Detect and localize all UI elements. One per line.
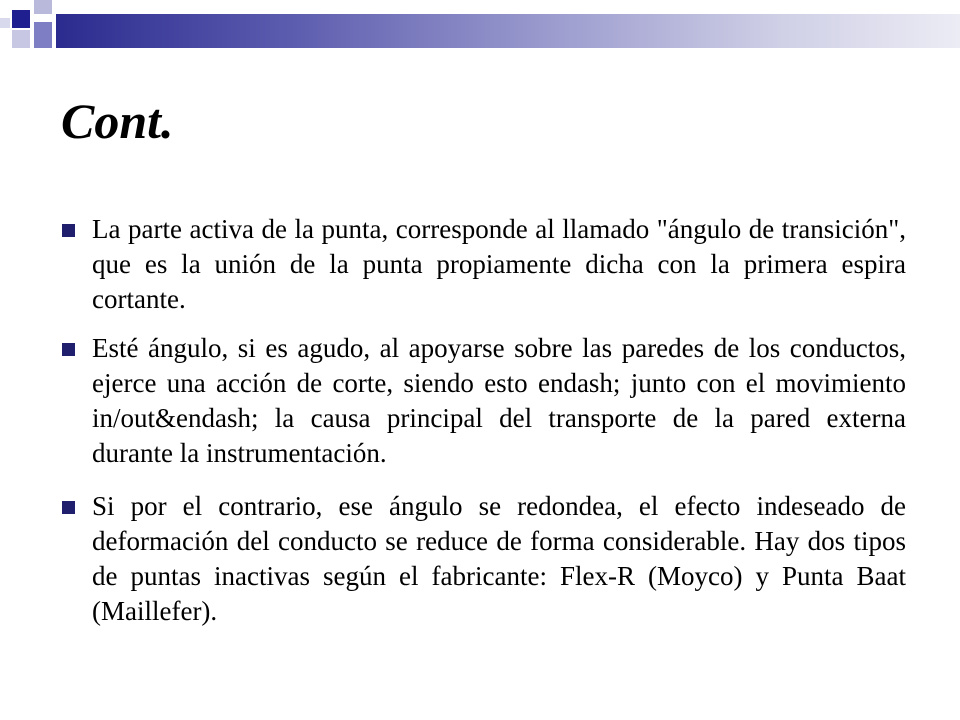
decorative-square <box>34 0 52 14</box>
list-item <box>60 331 906 471</box>
decorative-square <box>12 30 30 48</box>
decorative-square <box>34 22 52 48</box>
bullet-text: La parte activa de la punta, corresponde al llamado "ángulo de transición", que es la unión de la punta propiamente dicha con la primera espira cortante. <box>92 214 906 314</box>
bullet-list <box>60 212 906 643</box>
header-gradient-bar <box>56 14 960 48</box>
square-bullet-icon <box>62 224 75 237</box>
bullet-text: Si por el contrario, ese ángulo se redondea, el efecto indeseado de deformación del conducto se reduce de forma considerable. Hay dos tipos de puntas inactivas según el fabricante: Flex-R (Moyco) y Punta Baat (Maillefer). <box>92 491 906 626</box>
bullet-text: Esté ángulo, si es agudo, al apoyarse sobre las paredes de los conductos, ejerce una acción de corte, siendo esto endash; junto con el movimiento in/out&endash; la causa principal del transporte de la pared externa durante la instrumentación. <box>92 333 906 468</box>
decorative-square <box>12 10 30 28</box>
square-bullet-icon <box>62 343 75 356</box>
list-item <box>60 212 906 317</box>
list-item <box>60 489 906 629</box>
decorative-square <box>0 18 10 28</box>
square-bullet-icon <box>62 501 75 514</box>
slide-title: Cont. <box>61 93 174 149</box>
